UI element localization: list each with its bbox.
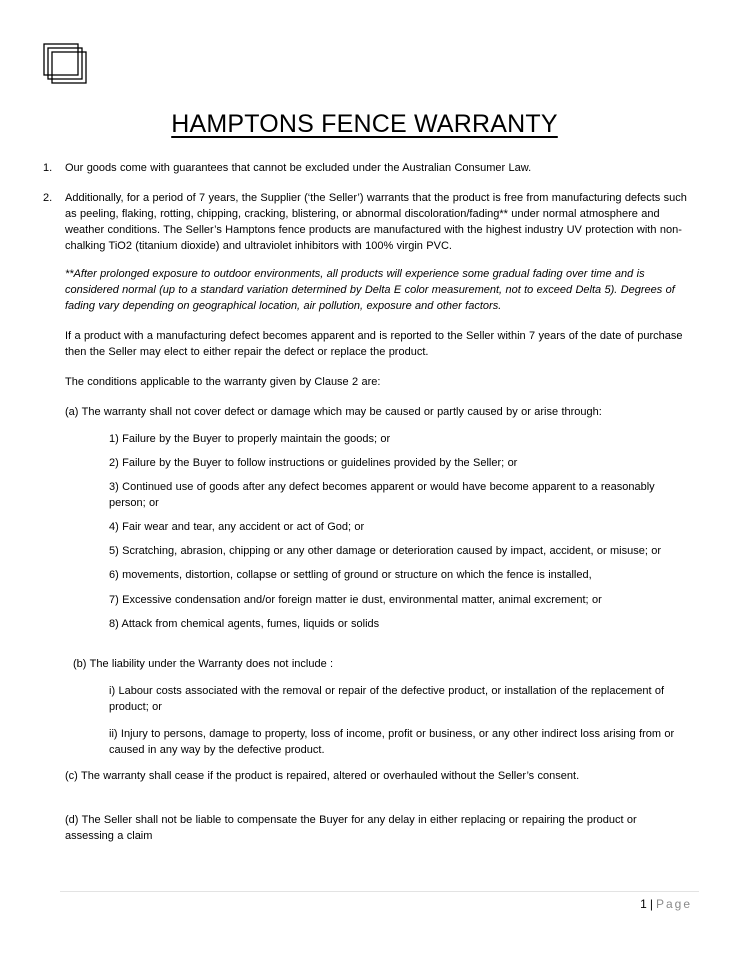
condition-a-item-2: 2) Failure by the Buyer to follow instructions or guidelines provided by the Seller; or	[109, 457, 518, 469]
company-logo-icon	[43, 43, 89, 85]
clause-1-number: 1.	[43, 162, 53, 174]
document-title: HAMPTONS FENCE WARRANTY	[171, 110, 558, 138]
condition-a-item-8: 8) Attack from chemical agents, fumes, liquids or solids	[109, 618, 380, 630]
defect-paragraph: If a product with a manufacturing defect becomes apparent and is reported to the Seller within 7 years of the date of purchase then the Seller may elect to either repair the defect or replace the product.	[65, 330, 683, 358]
condition-b-item-i: i) Labour costs associated with the removal or repair of the defective product, or installation of the replacement of product; or	[109, 685, 665, 713]
clause-1-text: Our goods come with guarantees that cannot be excluded under the Australian Consumer Law.	[65, 162, 532, 174]
condition-a-text: (a) The warranty shall not cover defect or damage which may be caused or partly caused by or arise through:	[65, 406, 602, 418]
condition-b-item-ii: ii) Injury to persons, damage to property, loss of income, profit or business, or any other indirect loss arising from or caused in any way by the defective product.	[109, 728, 675, 756]
condition-a-item-7: 7) Excessive condensation and/or foreign matter ie dust, environmental matter, animal excrement; or	[109, 594, 602, 606]
fading-note: **After prolonged exposure to outdoor environments, all products will experience some gradual fading over time and is considered normal (up to a standard variation determined by Delta E color measurement, not to exceed Delta 5). Degrees of fading vary depending on geographical location, air pollution, exposure and other factors.	[65, 268, 675, 312]
condition-c-text: (c) The warranty shall cease if the product is repaired, altered or overhauled without the Seller’s consent.	[65, 770, 580, 782]
condition-d-text: (d) The Seller shall not be liable to compensate the Buyer for any delay in either replacing or repairing the product or assessing a claim	[65, 814, 637, 842]
condition-b-text: (b) The liability under the Warranty does not include :	[73, 658, 334, 670]
condition-a-item-4: 4) Fair wear and tear, any accident or act of God; or	[109, 521, 365, 533]
clause-2-number: 2.	[43, 192, 53, 204]
conditions-intro: The conditions applicable to the warranty given by Clause 2 are:	[65, 376, 381, 388]
page-label: Page	[655, 897, 692, 911]
footer-separator: |	[649, 897, 653, 911]
page-number: 1	[640, 897, 647, 911]
condition-a-item-6: 6) movements, distortion, collapse or settling of ground or structure on which the fence is installed,	[109, 569, 592, 581]
condition-a-item-1: 1) Failure by the Buyer to properly maintain the goods; or	[109, 433, 391, 445]
footer-divider	[60, 891, 699, 892]
clause-2-text: Additionally, for a period of 7 years, the Supplier (‘the Seller’) warrants that the product is free from manufacturing defects such as peeling, flaking, rotting, chipping, cracking, blistering, or abnormal discoloration/fading** under normal atmosphere and weather conditions. The Seller’s Hamptons fence products are manufactured with the highest industry UV protection with non-chalking TiO2 (titanium dioxide) and ultraviolet inhibitors with 100% virgin PVC.	[65, 192, 687, 252]
condition-a-item-5: 5) Scratching, abrasion, chipping or any other damage or deterioration caused by impact, accident, or misuse; or	[109, 545, 662, 557]
condition-a-item-3: 3) Continued use of goods after any defect becomes apparent or would have become apparent to a reasonably person; or	[109, 481, 655, 509]
page-footer	[640, 896, 692, 912]
